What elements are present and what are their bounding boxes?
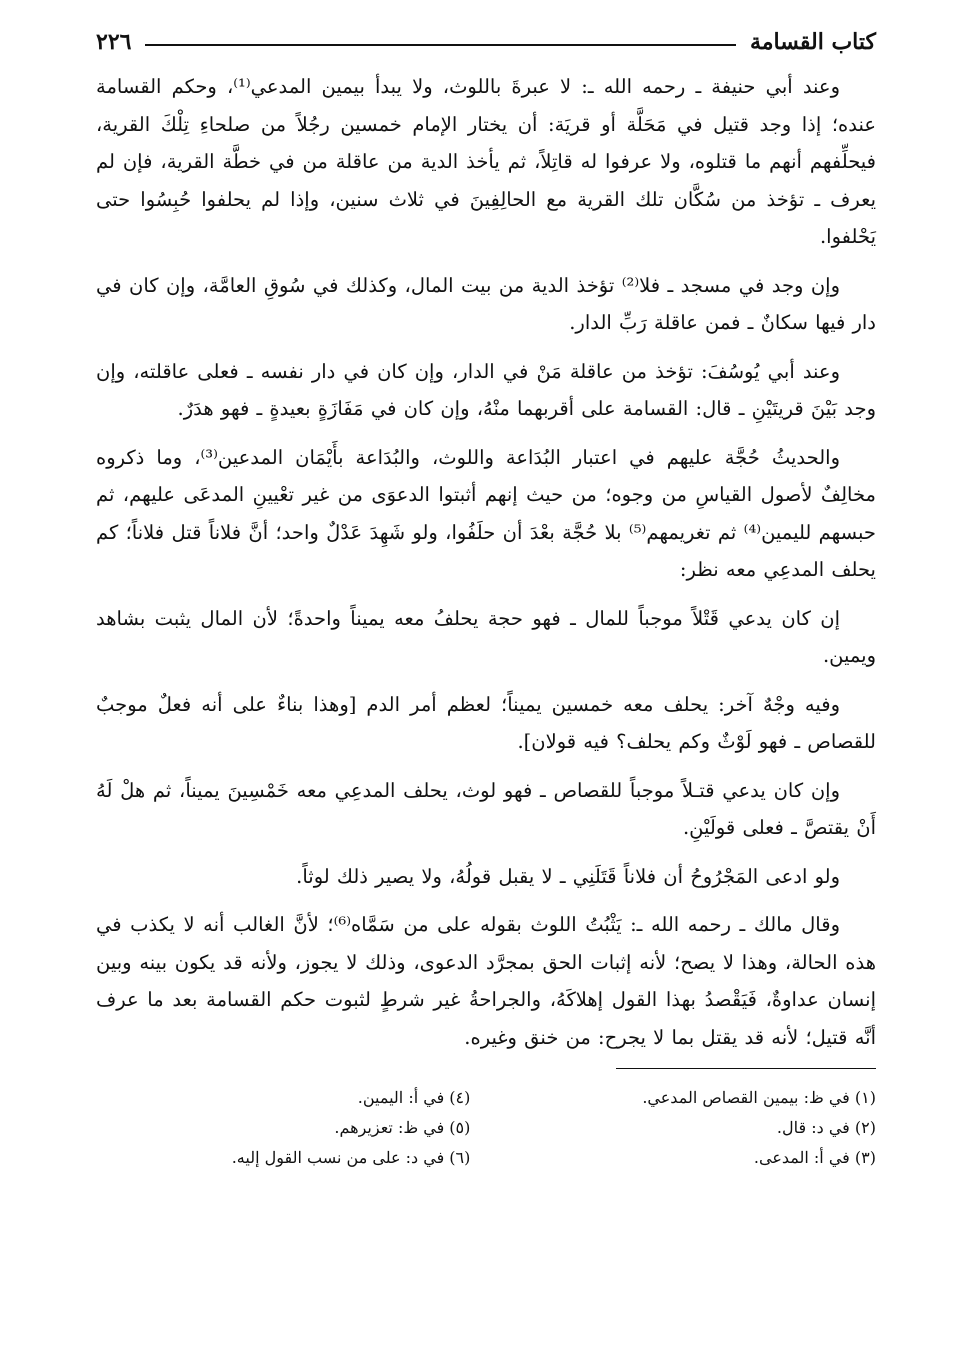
footnote-4: (٤) في أ: اليمين. <box>357 1088 471 1107</box>
page-number: ٢٢٦ <box>96 29 132 55</box>
paragraph: إن كان يدعي قَتْلاً موجباً للمال ـ فهو حجة يحلفُ معه يميناً واحدةً؛ لأن المال يثبت بشاهد ويمين. <box>96 606 876 667</box>
footnotes-right-column <box>502 1083 876 1173</box>
page-header <box>96 22 876 62</box>
paragraph: وقال مالك ـ رحمه الله ـ: يَثْبُتُ اللوث بقوله على من سَمَّاه⁽⁶⁾؛ لأنَّ الغالب أنه لا يكذب في هذه الحالة، وهذا لا يصح؛ لأنه إثبات الحق بمجرَّد الدعوى، وذلك لا يجوز، ولأنه قد يكون بينه وبين إنسان عداوةٌ، فَيَقْصدُ بهذا القول إهلاكَهُ، والجراحةُ غير شرطٍ لثبوت حكم القسامة بعد ما عرف أنَّه قتيل؛ لأنه قد يقتل بما لا يجرح: من خنق وغيره. <box>96 913 876 1049</box>
running-title: كتاب القسامة <box>749 29 876 55</box>
paragraph: وفيه وجْهٌ آخر: يحلف معه خمسين يميناً؛ لعظم أمر الدم [وهذا بناءٌ على أنه فعلٌ موجبٌ للقصاص ـ فهو لَوْثٌ وكم يحلف؟ فيه قولان]. <box>96 692 876 753</box>
footnote-2: (٢) في د: قال. <box>776 1118 876 1137</box>
header-rule <box>145 44 736 46</box>
footnotes-left-column <box>96 1083 470 1173</box>
footnote-6: (٦) في د: على من نسب القول إليه. <box>231 1148 471 1167</box>
footnote-3: (٣) في أ: المدعى. <box>753 1148 876 1167</box>
footnote-5: (٥) في ظ: تعزيرهم. <box>334 1118 471 1137</box>
footnote-1: (١) في ظ: بيمين القصاص المدعي. <box>642 1088 876 1107</box>
paragraph: وإن وجد في مسجد ـ فلا⁽²⁾ تؤخذ الدية من بيت المال، وكذلك في سُوقِ العامَّة، وإن كان في دار فيها سكانٌ ـ فمن عاقلة رَبِّ الدار. <box>96 273 876 334</box>
main-text <box>96 68 876 1056</box>
paragraph: وإن كان يدعي قتـلاً موجباً للقصاص ـ فهو لوث، يحلف المدعِي معه خَمْسِينَ يميناً، ثم هلْ لَهُ أَنْ يقتصَّ ـ فعلى قولَيْنِ. <box>96 778 876 839</box>
footnote-separator <box>616 1068 876 1069</box>
paragraph: وعند أبي حنيفة ـ رحمه الله ـ: لا عبرةَ باللوث، ولا يبدأ بيمين المدعي⁽¹⁾، وحكم القسامة عنده؛ إذا وجد قتيل في مَحَلَّة أو قريَة: أن يختار الإمام خمسين رجُلاً من صلحاءِ تِلْكَ القرية، فيحلِّفهم أنهم ما قتلوه، ولا عرفوا له قاتِلاً، ثم يأخذ الدية من عاقلة من في خطَّة القرية، فإن لم يعرف ـ تؤخذ من سُكَّان تلك القرية مع الحالِفِينَ في ثلاث سنين، وإذا لم يحلفوا حُبِسُوا حتى يَحْلفوا. <box>96 75 876 248</box>
paragraph: ولو ادعى المَجْرُوحُ أن فلاناً قَتَلَنِي ـ لا يقبل قولُهُ، ولا يصير ذلك لوثاً. <box>296 864 840 888</box>
book-page <box>96 22 876 1342</box>
paragraph: والحديثُ حُجَّة عليهم في اعتبار البُدَاعة واللوث، والبُدَاعة بأَيْمَان المدعين⁽³⁾، وما ذكروه مخالِفٌ لأصول القياسِ من وجوه؛ من حيث إنهم أثبتوا الدعوَى من غير تعْيينِ المدعَى عليهم، ثم حبسهم لليمين⁽⁴⁾ ثم تغريمهم⁽⁵⁾ بلا حُجَّة بعْدَ أن حلَفُوا، ولو شَهِدَ عَدْلٌ واحد؛ أنَّ فلاناً قتل فلاناً؛ كم يحلف المدعِي معه نظر: <box>96 445 876 581</box>
paragraph: وعند أبي يُوسُفَ: تؤخذ من عاقلة مَنْ في الدار، وإن كان في دار نفسه ـ فعلى عاقلته، وإن وجد بَيْنَ قريتَيْنِ ـ قال: القسامة على أقربهما منْهُ، وإن كان في مَفَازَةٍ بعيدةٍ ـ فهو هدَرٌ. <box>96 359 876 420</box>
footnotes <box>96 1083 876 1173</box>
